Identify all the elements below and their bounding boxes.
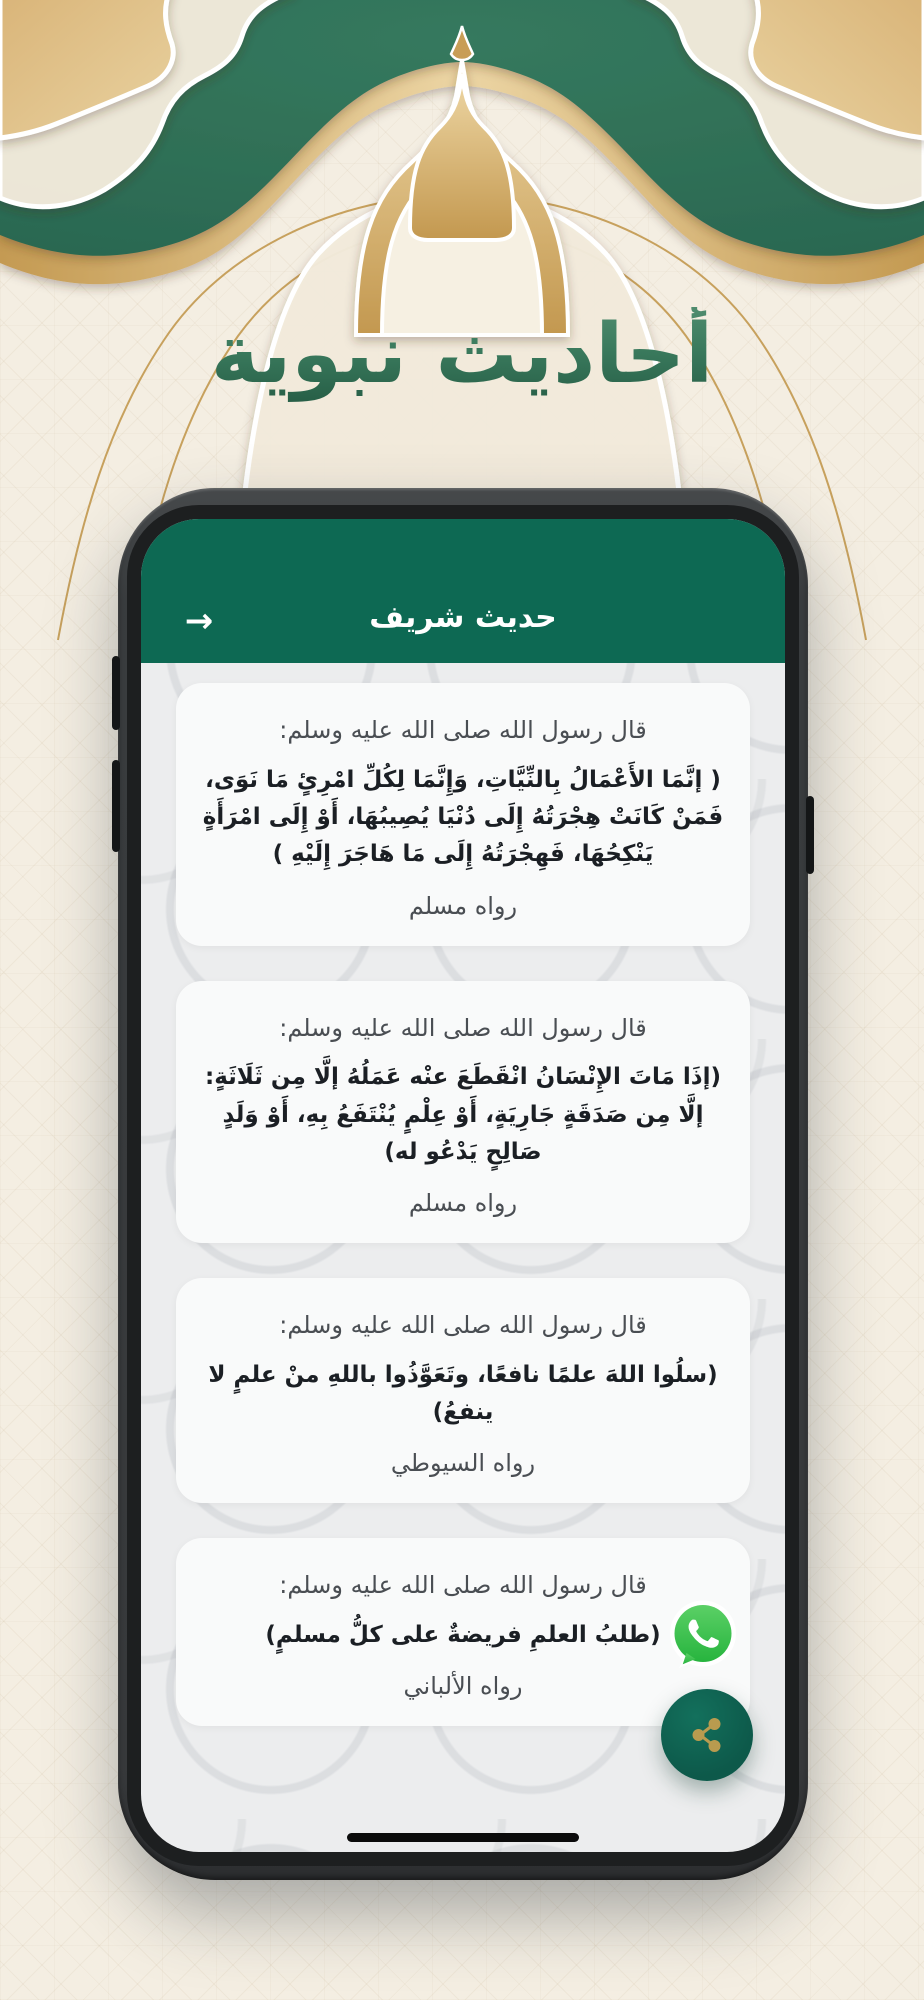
- phone-mockup: [118, 488, 808, 1880]
- share-icon: [685, 1713, 729, 1757]
- volume-down-button[interactable]: [112, 760, 120, 852]
- hadith-text: ( إنَّمَا الأَعْمَالُ بِالنِّيَّاتِ، وَإِنَّمَا لِكُلِّ امْرِئٍ مَا نَوَى، فَمَنْ كَانَتْ هِجْرَتُهُ إِلَى دُنْيَا يُصِيبُهَا، أَوْ إِلَى امْرَأَةٍ يَنْكِحُهَا، فَهِجْرَتُهُ إِلَى مَا هَاجَرَ إِلَيْهِ ): [202, 766, 724, 868]
- power-button[interactable]: [806, 796, 814, 874]
- hadith-text: (سلُوا اللهَ علمًا نافعًا، وتَعَوَّذُوا باللهِ منْ علمٍ لا ينفعُ): [208, 1361, 718, 1426]
- home-indicator[interactable]: [347, 1833, 579, 1842]
- share-fab-button[interactable]: [661, 1689, 753, 1781]
- hadith-intro: قال رسول الله صلى الله عليه وسلم:: [279, 1311, 647, 1340]
- hadith-card[interactable]: [176, 683, 750, 946]
- hadith-card[interactable]: [176, 1538, 750, 1726]
- whatsapp-button[interactable]: [667, 1599, 739, 1671]
- hadith-intro: قال رسول الله صلى الله عليه وسلم:: [279, 1013, 647, 1042]
- hadith-source: رواه السيوطي: [390, 1449, 536, 1478]
- hadith-card[interactable]: [176, 1278, 750, 1503]
- hadith-source: رواه مسلم: [408, 1189, 518, 1218]
- back-arrow-icon[interactable]: →: [184, 601, 214, 641]
- hadith-intro: قال رسول الله صلى الله عليه وسلم:: [279, 1571, 647, 1600]
- hadith-list: [141, 663, 785, 1726]
- hadith-card[interactable]: [176, 981, 750, 1244]
- hadith-source: رواه الألباني: [403, 1672, 523, 1701]
- hadith-intro: قال رسول الله صلى الله عليه وسلم:: [279, 716, 647, 744]
- page-title: أحاديث نبوية: [0, 307, 924, 402]
- volume-up-button[interactable]: [112, 656, 120, 730]
- phone-screen: [141, 519, 785, 1852]
- whatsapp-icon: [667, 1599, 739, 1671]
- hadith-source: رواه مسلم: [408, 891, 518, 920]
- app-bar-title: حديث شريف: [369, 600, 557, 635]
- hadith-text: (طلبُ العلمِ فريضةٌ على كلُّ مسلمٍ): [265, 1622, 661, 1649]
- gold-dome: [410, 74, 514, 240]
- app-bar: [141, 519, 785, 663]
- hadith-text: (إذَا مَاتَ الإِنْسَانُ انْقَطَعَ عنْه عَمَلُهُ إلَّا مِن ثَلَاثَةٍ: إلَّا مِن صَدَقَةٍ جَارِيَةٍ، أَوْ عِلْمٍ يُنْتَفَعُ بِهِ، أَوْ وَلَدٍ صَالِحٍ يَدْعُو له): [205, 1064, 721, 1165]
